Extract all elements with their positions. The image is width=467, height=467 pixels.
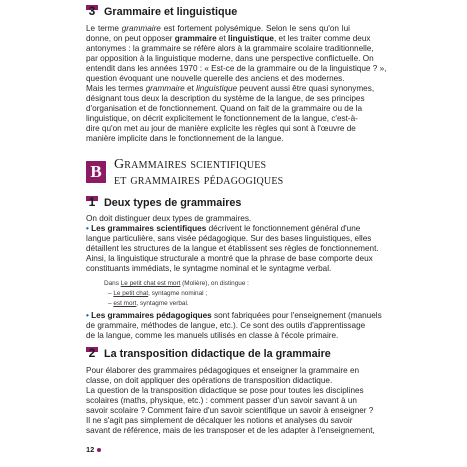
text-line xyxy=(86,34,371,44)
text-run: d'organisation et de fonctionnement. Quand on fait de la grammaire ou de la xyxy=(86,104,363,113)
text-run: antonymes : la grammaire se réfère alors à la grammaire scolaire traditionnelle, xyxy=(86,44,374,53)
text-run: donne, on peut opposer xyxy=(86,34,175,43)
section3-body xyxy=(86,366,375,436)
part-b-title-line1: Grammaires scientifiques xyxy=(114,157,267,172)
italic-term: grammaire xyxy=(145,84,185,93)
page-footer xyxy=(86,445,101,454)
section2-body xyxy=(86,214,379,274)
text-run: de la langue, comme les manuels utilisés en classe à l'école primaire. xyxy=(86,331,339,340)
text-line xyxy=(86,54,374,64)
text-line xyxy=(86,254,373,264)
text-run: entendit dans les années 1970 : « Est-ce de la grammaire ou de la linguistique ? », xyxy=(86,64,387,73)
text-run: et xyxy=(216,34,229,43)
text-line xyxy=(86,416,353,426)
part-b-badge xyxy=(86,161,106,183)
bold-term: linguistique xyxy=(228,34,274,43)
text-line xyxy=(86,24,350,34)
text-line xyxy=(86,214,350,224)
text-run: , et les traiter comme deux xyxy=(274,34,371,43)
text-line xyxy=(86,114,358,124)
text-run: décrivent le fonctionnement général d'une xyxy=(206,224,361,233)
section-number-1 xyxy=(86,196,98,208)
text-line xyxy=(86,74,350,84)
text-line xyxy=(86,406,374,416)
section-title-grammaire-linguistique: Grammaire et linguistique xyxy=(104,6,238,18)
text-run: dire qu'on met au jour de manière explicite les règles qui sont à l'œuvre de xyxy=(86,124,356,133)
text-line xyxy=(86,224,361,234)
text-run: scolaires (maths, physique, etc.) : comment passer d'un savoir savant à un xyxy=(86,396,357,405)
text-run: question évoquant une nouvelle querelle des anciens et des modernes. xyxy=(86,74,345,83)
text-run: La question de la transposition didactique se pose pour toutes les disciplines xyxy=(86,386,364,395)
example-sentence: Le petit chat est mort xyxy=(120,280,181,287)
text-line xyxy=(86,264,350,274)
bold-term: Les grammaires pédagogiques xyxy=(91,311,212,320)
text-line xyxy=(86,376,350,386)
italic-term: grammaire xyxy=(121,24,161,33)
section-number-2 xyxy=(86,347,98,359)
text-run: et xyxy=(184,84,197,93)
text-run: constituants immédiats, le syntagme nominal et le syntagme verbal. xyxy=(86,264,332,273)
bold-term: grammaire xyxy=(174,34,217,43)
text-line xyxy=(86,396,357,406)
text-line xyxy=(86,321,366,331)
text-line xyxy=(86,44,374,54)
text-run: Mais les termes xyxy=(86,84,146,93)
text-run: désignant tous deux la description du système de la langue, de ses principes xyxy=(86,94,365,103)
text-run: Le terme xyxy=(86,24,122,33)
text-line xyxy=(86,386,364,396)
italic-term: linguistique xyxy=(196,84,238,93)
page-number: 12 xyxy=(86,445,95,454)
section-title-deux-types: Deux types de grammaires xyxy=(104,197,242,209)
text-run: savant de référence, mais de les transposer et de les adapter à l'enseignement, xyxy=(86,426,375,435)
text-run: est fortement polysémique. Selon le sens qu'on lui xyxy=(160,24,350,33)
text-line xyxy=(86,94,365,104)
bullet-icon: • xyxy=(86,224,89,233)
text-run: Pour élaborer des grammaires pédagogiques et enseigner la grammaire en xyxy=(86,366,360,375)
text-run: savoir scolaire ? Comment faire d'un savoir scientifique un savoir à enseigner ? xyxy=(86,406,374,415)
section-number-text: 3 xyxy=(88,4,96,18)
text-line xyxy=(86,234,372,244)
text-run: classe, on doit appliquer des opérations de transposition didactique. xyxy=(86,376,333,385)
section-number-text: 1 xyxy=(88,195,96,209)
section2-body-2 xyxy=(86,311,382,341)
text-line xyxy=(86,366,360,376)
text-line xyxy=(86,134,350,144)
text-run: par opposition à la linguistique moderne, dans une perspective conflictuelle. On xyxy=(86,54,374,63)
text-line xyxy=(86,331,350,341)
part-b-letter: B xyxy=(90,162,102,181)
footer-dot-icon xyxy=(97,448,101,452)
section-title-transposition: La transposition didactique de la grammaire xyxy=(104,348,331,360)
text-run: de grammaire, méthodes de langue, etc.). Ce sont des outils d'apprentissage xyxy=(86,321,366,330)
text-run: sont fabriquées pour l'enseignement (manuels xyxy=(211,311,382,320)
section-number-text: 2 xyxy=(88,346,96,360)
text-run: Il ne s'agit pas simplement de décalquer les notions et analyses du savoir xyxy=(86,416,353,425)
text-run: On doit distinguer deux types de grammaires. xyxy=(86,214,252,223)
text-run: langue particulière, sans visée pédagogique. Sur des bases linguistiques, elles xyxy=(86,234,372,243)
text-line xyxy=(86,104,363,114)
text-run: Ainsi, la linguistique structurale a montré que la phrase de base comporte deux xyxy=(86,254,373,263)
text-line xyxy=(86,426,375,436)
bold-term: Les grammaires scientifiques xyxy=(91,224,207,233)
text-line xyxy=(86,124,356,134)
text-line xyxy=(86,244,379,254)
text-run: linguistique, on décrit explicitement le fonctionnement de la langue, c'est-à- xyxy=(86,114,358,123)
section-number-3 xyxy=(86,5,98,17)
section1-body xyxy=(86,24,387,144)
text-line xyxy=(86,84,375,94)
example-item-1: – Le petit chat, syntagme nominal ; xyxy=(108,290,208,297)
part-b-title-line2: et grammaires pédagogiques xyxy=(114,173,284,188)
text-run: peuvent aussi être quasi synonymes, xyxy=(237,84,375,93)
text-run: manière implicite dans le fonctionnement de la langue. xyxy=(86,134,284,143)
example-item-2: – est mort, syntagme verbal. xyxy=(108,300,189,307)
text-line xyxy=(86,311,382,321)
example-intro: Dans Le petit chat est mort (Molière), on distingue : xyxy=(104,280,249,287)
text-run: détaillent les structures de la langue et établissent ses règles de fonctionnement. xyxy=(86,244,379,253)
text-line xyxy=(86,64,387,74)
bullet-icon: • xyxy=(86,311,89,320)
